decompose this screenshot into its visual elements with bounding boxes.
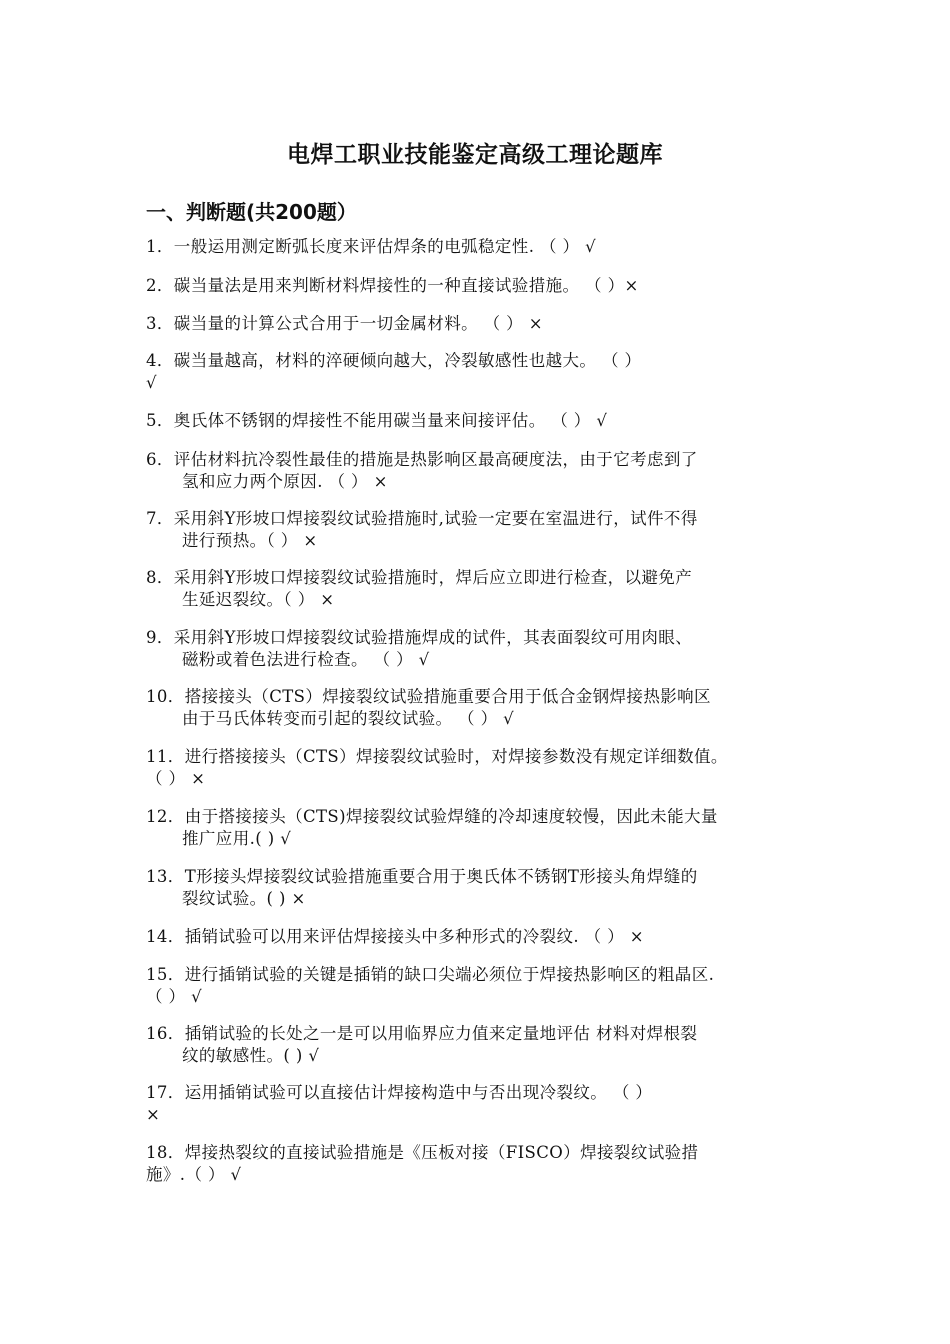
question-item: 4．碳当量越高，材料的淬硬倾向越大，冷裂敏感性也越大。 （ ） √ bbox=[146, 351, 642, 392]
question-item: 7．采用斜Y形坡口焊接裂纹试验措施时,试验一定要在室温进行，试件不得 进行预热。（ ） × bbox=[146, 509, 698, 550]
question-item: 16．插销试验的长处之一是可以用临界应力值来定量地评估 材料对焊根裂 纹的敏感性。( ) √ bbox=[146, 1024, 698, 1065]
question-item: 9．采用斜Y形坡口焊接裂纹试验措施焊成的试件，其表面裂纹可用肉眼、 磁粉或着色法进行检查。 （ ） √ bbox=[146, 628, 693, 669]
question-item: 10．搭接接头（CTS）焊接裂纹试验措施重要合用于低合金钢焊接热影响区 由于马氏体转变而引起的裂纹试验。 （ ） √ bbox=[146, 687, 711, 728]
question-item: 14．插销试验可以用来评估焊接接头中多种形式的冷裂纹. （ ） × bbox=[146, 927, 645, 946]
question-item: 5．奥氏体不锈钢的焊接性不能用碳当量来间接评估。 （ ） √ bbox=[146, 411, 608, 430]
question-item: 13．T形接头焊接裂纹试验措施重要合用于奥氏体不锈钢T形接头角焊缝的 裂纹试验。( ) × bbox=[146, 867, 698, 908]
page-title: 电焊工职业技能鉴定高级工理论题库 bbox=[287, 142, 663, 168]
question-item: 17．运用插销试验可以直接估计焊接构造中与否出现冷裂纹。 （ ） × bbox=[146, 1083, 653, 1124]
question-item: 8．采用斜Y形坡口焊接裂纹试验措施时，焊后应立即进行检查，以避免产 生延迟裂纹。（ ） × bbox=[146, 568, 693, 609]
question-item: 6．评估材料抗冷裂性最佳的措施是热影响区最高硬度法，由于它考虑到了 氢和应力两个原因. （ ） × bbox=[146, 450, 698, 491]
question-item: 2．碳当量法是用来判断材料焊接性的一种直接试验措施。 （ ）× bbox=[146, 276, 639, 295]
question-item: 11．进行搭接接头（CTS）焊接裂纹试验时，对焊接参数没有规定详细数值。 （ ） × bbox=[146, 747, 728, 788]
question-item: 1．一般运用测定断弧长度来评估焊条的电弧稳定性. （ ） √ bbox=[146, 237, 596, 256]
question-item: 3．碳当量的计算公式合用于一切金属材料。 （ ） × bbox=[146, 314, 543, 333]
question-item: 12．由于搭接接头（CTS)焊接裂纹试验焊缝的冷却速度较慢，因此未能大量 推广应用.( ) √ bbox=[146, 807, 718, 848]
question-item: 15．进行插销试验的关键是插销的缺口尖端必须位于焊接热影响区的粗晶区. （ ） √ bbox=[146, 965, 715, 1006]
section-heading: 一、判断题(共200题） bbox=[146, 200, 357, 224]
question-item: 18．焊接热裂纹的直接试验措施是《压板对接（FISCO）焊接裂纹试验措 施》.（ ） √ bbox=[146, 1143, 699, 1184]
